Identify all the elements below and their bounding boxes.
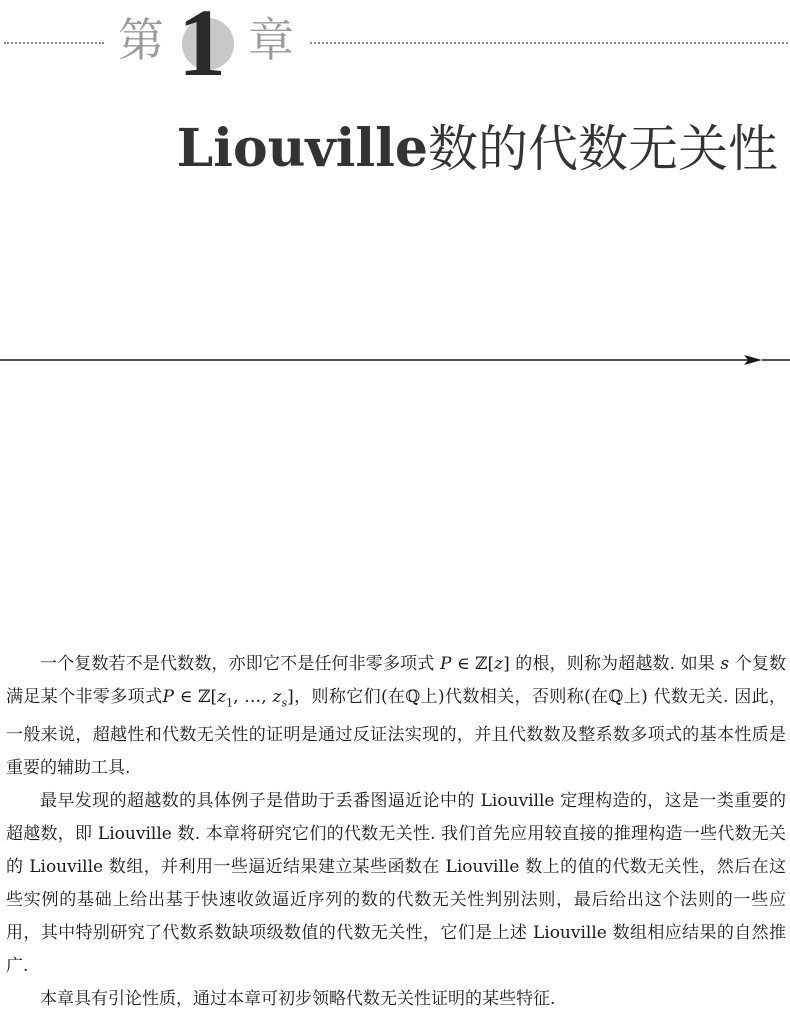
chapter-prefix: 第 (118, 13, 164, 67)
body-text (6, 648, 786, 1016)
chapter-suffix: 章 (248, 13, 294, 67)
chapter-title-cjk: 数的代数无关性 (428, 120, 778, 178)
decorative-dotted-line-right (310, 42, 788, 44)
paragraph-2: 最早发现的超越数的具体例子是借助于丢番图逼近论中的 Liouville 定理构造的，这是一类重要的超越数，即 Liouville 数. 本章将研究它们的代数无关性. 我们首先应用较直接的推理构造一些代数无关的 Liouville 数组，并利用一些逼近结果建立某些函数在 Liouville 数上的值的代数无关性，然后在这些实例的基础上给出基于快速收敛逼近序列的数的代数无关性判别法则，最后给出这个法则的一些应用，其中特别研究了代数系数缺项级数值的代数无关性，它们是上述 Liouville 数组相应结果的自然推广. (6, 791, 786, 977)
decorative-dotted-line-left (4, 42, 104, 44)
chapter-header (0, 0, 790, 95)
chapter-title (177, 108, 778, 189)
paragraph-3: 本章具有引论性质，通过本章可初步领略代数无关性证明的某些特征. (40, 989, 556, 1010)
chapter-number: 1 (178, 0, 226, 96)
chapter-title-latin: Liouville (176, 118, 428, 179)
paragraph-1: 一个复数若不是代数数，亦即它不是任何非零多项式 P ∈ ℤ[z] 的根，则称为超越数. 如果 s 个复数满足某个非零多项式P ∈ $ℤ[z_1$, …, $z_s$]，则称它们(在ℚ上)代数相关，否则称(在ℚ上) 代数无关. 因此，一般来说，超越性和代数无关性的证明是通过反证法实现的，并且代数数及整系数多项式的基本性质是重要的辅助工具. (6, 654, 787, 779)
decorative-arrow-rule (0, 352, 790, 368)
